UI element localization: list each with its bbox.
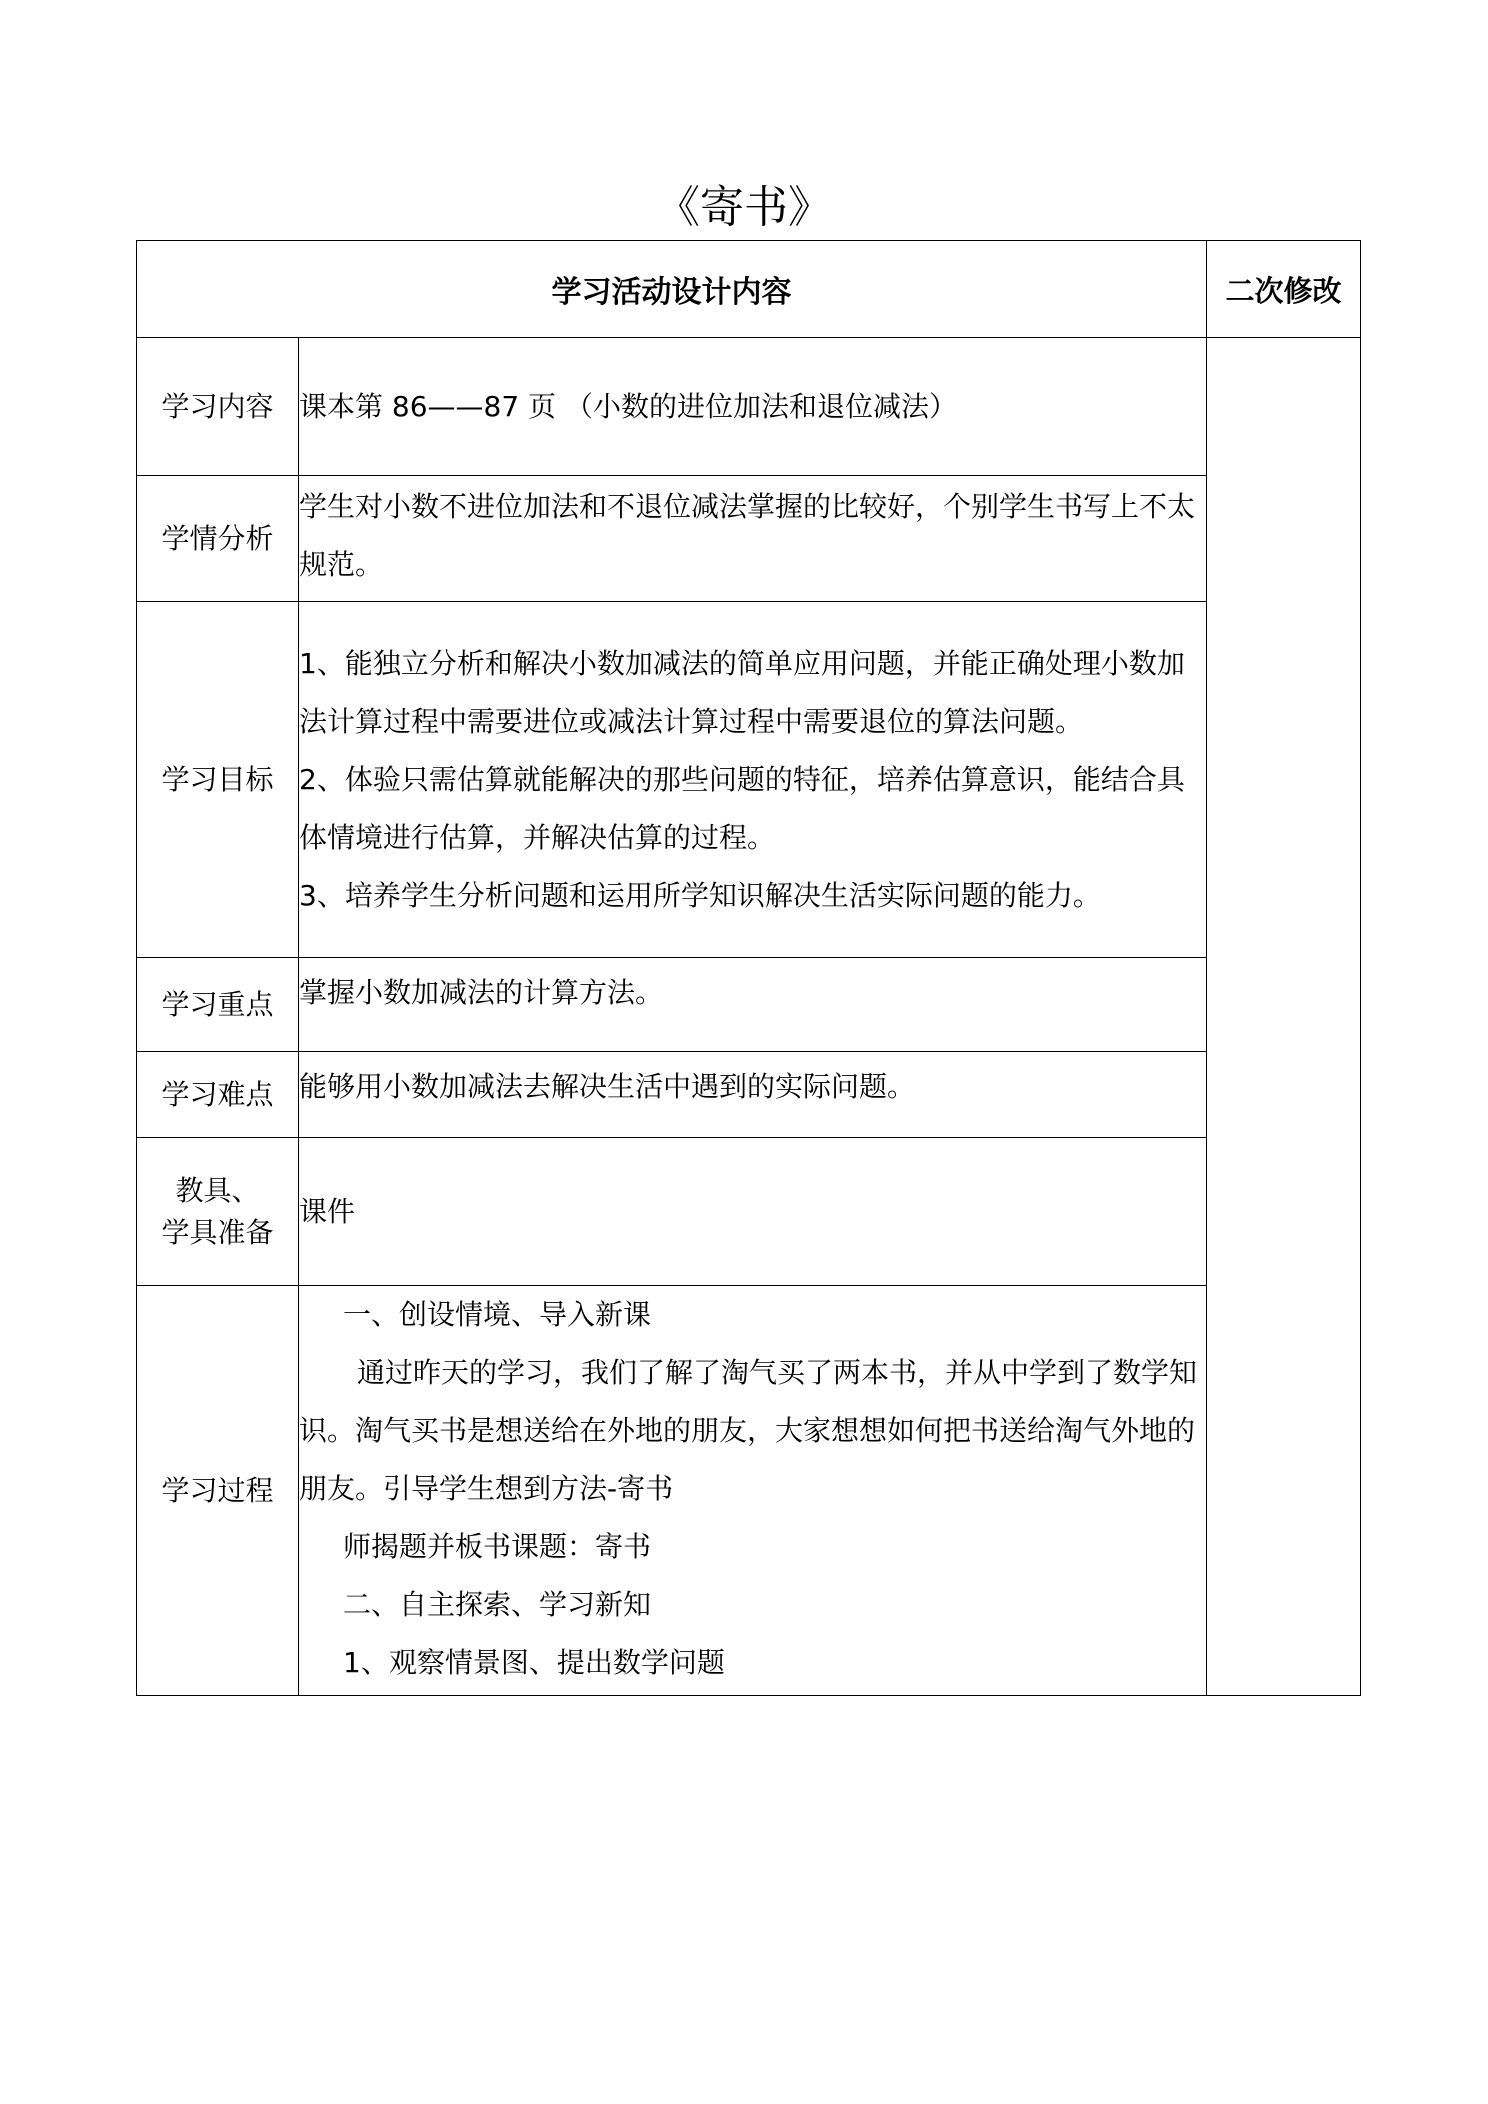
row-label: 学习内容 <box>137 338 299 476</box>
label-line: 教具、 <box>175 1173 260 1207</box>
content-line: 通过昨天的学习，我们了解了淘气买了两本书，并从中学到了数学知识。淘气买书是想送给在外地的朋友，大家想想如何把书送给淘气外地的朋友。引导学生想到方法-寄书 <box>299 1356 1198 1505</box>
row-content <box>299 1286 1207 1696</box>
document-title: 《寄书》 <box>656 182 832 233</box>
table-row <box>137 958 1361 1052</box>
table-row <box>137 1052 1361 1138</box>
row-content <box>299 958 1207 1052</box>
row-label: 学习难点 <box>137 1052 299 1138</box>
row-content <box>299 1052 1207 1138</box>
content-line: 一、创设情境、导入新课 <box>343 1298 652 1331</box>
content-line: 2、体验只需估算就能解决的那些问题的特征，培养估算意识，能结合具体情境进行估算，并解决估算的过程。 <box>299 762 1185 854</box>
row-label: 学习过程 <box>137 1286 299 1696</box>
content-line: 学生对小数不进位加法和不退位减法掌握的比较好，个别学生书写上不太规范。 <box>299 490 1196 581</box>
content-line: 1、观察情景图、提出数学问题 <box>343 1646 725 1679</box>
row-label: 学习重点 <box>137 958 299 1052</box>
row-label <box>137 1138 299 1286</box>
table-row <box>137 1138 1361 1286</box>
row-content <box>299 338 1207 476</box>
table-row <box>137 1286 1361 1696</box>
row-label: 学习目标 <box>137 602 299 958</box>
content-line: 课本第 86——87 页 （小数的进位加法和退位减法） <box>299 389 957 423</box>
row-content <box>299 1138 1207 1286</box>
content-line: 二、自主探索、学习新知 <box>343 1588 652 1621</box>
table-header-row <box>137 241 1361 338</box>
header-revision-cell: 二次修改 <box>1207 241 1361 338</box>
content-line: 1、能独立分析和解决小数加减法的简单应用问题，并能正确处理小数加法计算过程中需要进位或减法计算过程中需要退位的算法问题。 <box>299 646 1185 738</box>
label-line: 学具准备 <box>161 1215 274 1249</box>
content-line: 能够用小数加减法去解决生活中遇到的实际问题。 <box>299 1070 916 1103</box>
header-main-cell: 学习活动设计内容 <box>137 241 1207 338</box>
revision-column <box>1207 338 1361 1696</box>
content-line: 3、培养学生分析问题和运用所学知识解决生活实际问题的能力。 <box>299 878 1101 912</box>
table-row <box>137 338 1361 476</box>
row-content <box>299 602 1207 958</box>
content-line: 师揭题并板书课题：寄书 <box>343 1530 652 1563</box>
content-line: 课件 <box>299 1194 356 1228</box>
table-row <box>137 602 1361 958</box>
row-content <box>299 476 1207 602</box>
lesson-plan-table <box>136 240 1361 1696</box>
content-line: 掌握小数加减法的计算方法。 <box>299 976 664 1009</box>
table-row <box>137 476 1361 602</box>
row-label: 学情分析 <box>137 476 299 602</box>
